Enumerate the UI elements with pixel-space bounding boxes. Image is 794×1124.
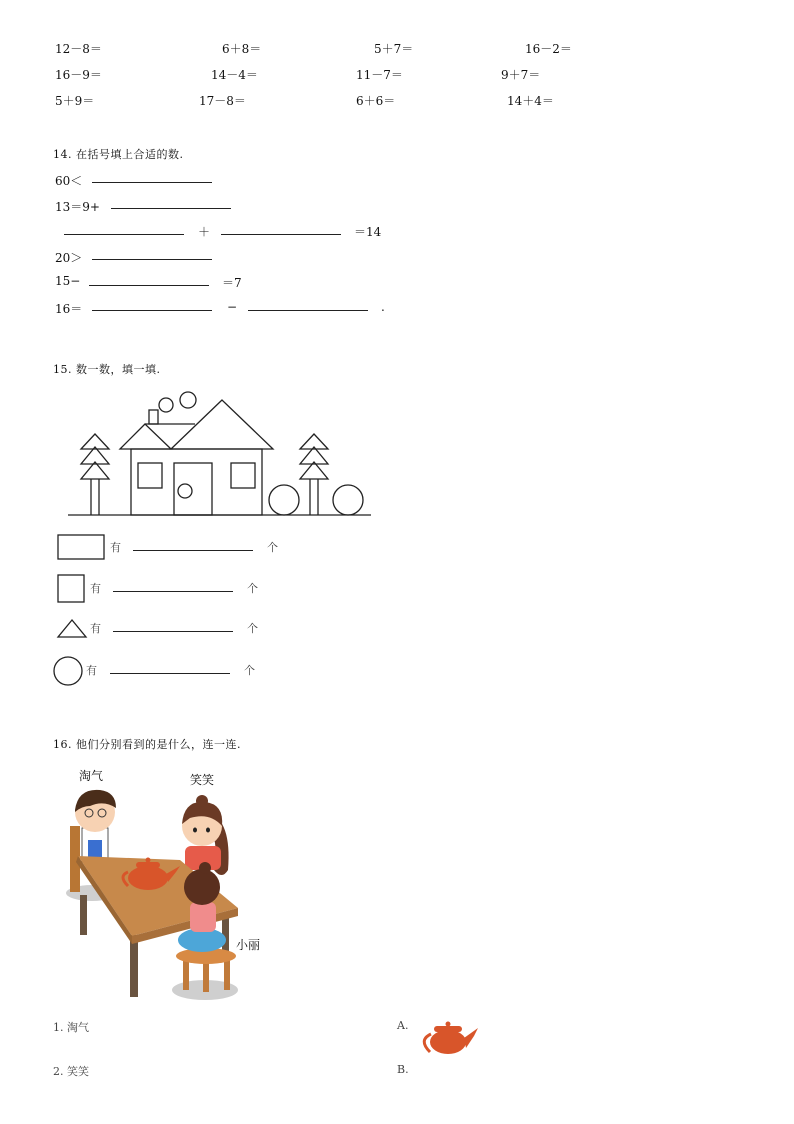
arith-item: 14－4＝ [211,68,258,82]
name-label-xiaoli: 小丽 [236,938,261,952]
expr-label: 20＞ [55,251,83,265]
arith-item: 11－7＝ [356,68,403,82]
right-option-b[interactable]: B. [397,1063,409,1076]
period: . [381,300,385,314]
name-label-xiaoxiao: 笑笑 [190,773,215,787]
plus-sign: ＋ [198,225,211,239]
arith-item: 5＋7＝ [374,42,414,56]
arith-item: 12－8＝ [55,42,102,56]
you-label: 有 [90,582,101,595]
arith-item: 16－9＝ [55,68,102,82]
ge-label: 个 [247,582,258,595]
question-title: 14. 在括号填上合适的数. [53,148,184,161]
expr-label: 15− [55,274,81,288]
ge-label: 个 [247,622,258,635]
expr-label: 13＝9+ [55,200,100,214]
minus-sign: − [227,300,238,314]
you-label: 有 [90,622,101,635]
left-option[interactable]: 1. 淘气 [53,1021,89,1034]
expr-label: 16＝ [55,302,83,316]
ge-label: 个 [244,664,255,677]
arith-item: 16－2＝ [525,42,572,56]
ge-label: 个 [267,541,278,554]
question-title: 16. 他们分别看到的是什么，连一连. [53,738,241,751]
expr-label: ＝14 [354,225,382,239]
arith-item: 5＋9＝ [55,94,95,108]
expr-label: 60＜ [55,174,83,188]
name-label-taoqi: 淘气 [79,769,104,783]
arith-item: 9＋7＝ [501,68,541,82]
arith-item: 14＋4＝ [507,94,554,108]
right-option-a[interactable]: A. [397,1019,409,1032]
you-label: 有 [110,541,121,554]
question-title: 15. 数一数，填一填. [53,363,161,376]
left-option[interactable]: 2. 笑笑 [53,1065,89,1078]
arith-item: 17－8＝ [199,94,246,108]
you-label: 有 [86,664,97,677]
arith-item: 6＋6＝ [356,94,396,108]
arith-item: 6＋8＝ [222,42,262,56]
expr-label: ＝7 [222,276,242,290]
